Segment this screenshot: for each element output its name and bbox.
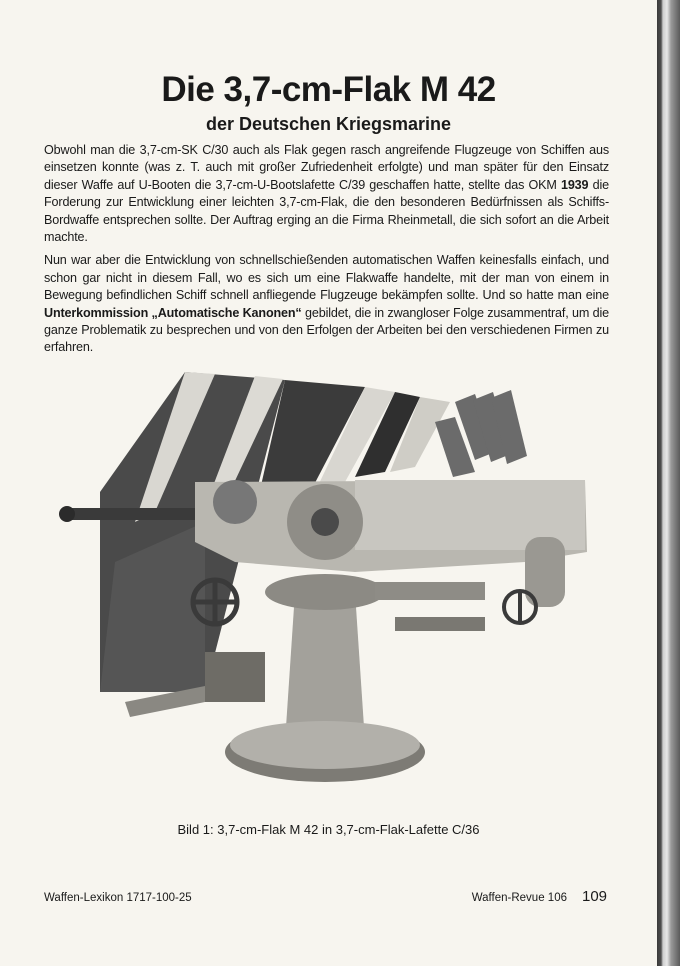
figure-caption: Bild 1: 3,7-cm-Flak M 42 in 3,7-cm-Flak-Lafette C/36	[177, 822, 480, 837]
traverse-handwheel	[504, 591, 536, 623]
gun-barrel	[63, 508, 203, 520]
page-subtitle: der Deutschen Kriegsmarine	[205, 114, 452, 134]
article-body	[44, 142, 609, 363]
year-highlight: 1939	[560, 177, 589, 192]
footer-magazine: Waffen-Revue 106	[471, 892, 567, 904]
footer-series: Waffen-Lexikon 1717-100-25	[44, 892, 192, 904]
paragraph-2: Nun war aber die Entwicklung von schnellschießenden automatischen Waffen keinesfalls einfach, und schon gar nicht in diesem Fall, wo es sich um eine Flakwaffe handelte, mit der man von einem in Bewegung befindlichen Schiff schnell anfliegende Flugzeuge bekämpfen sollte. Und so hatte man eine Unterkommission „Automatische Kanonen“ gebildet, die in zwangloser Folge zusammentraf, um die ganze Problematik zu besprechen und von den Erfolgen der Arbeiten bei den verschiedenen Firmen zu erfahren.	[44, 253, 609, 355]
page-number: 109	[582, 888, 608, 905]
elevation-handwheel	[193, 580, 237, 624]
gun-pedestal	[285, 592, 365, 742]
commission-highlight: Unterkommission „Automatische Kanonen“	[44, 305, 302, 320]
page-title: Die 3,7-cm-Flak M 42	[161, 70, 496, 109]
flak-gun-photo	[55, 362, 600, 812]
book-edge	[657, 0, 680, 966]
paragraph-1: Obwohl man die 3,7-cm-SK C/30 auch als Flak gegen rasch angreifende Flugzeuge von Schiffen aus einsetzen konnte (was z. T. auch mit großer Zufriedenheit erfolgte) und man später für den Einsatz dieser Waffe auf U-Booten die 3,7-cm-U-Bootslafette C/39 geschaffen hatte, stellte das OKM 1939 die Forderung zur Entwicklung einer leichten 3,7-cm-Flak, die den besonderen Bedürfnissen als Schiffs-Bordwaffe entsprechen sollte. Der Auftrag erging an die Firma Rheinmetall, die sich sofort an die Arbeit machte.	[44, 143, 609, 245]
